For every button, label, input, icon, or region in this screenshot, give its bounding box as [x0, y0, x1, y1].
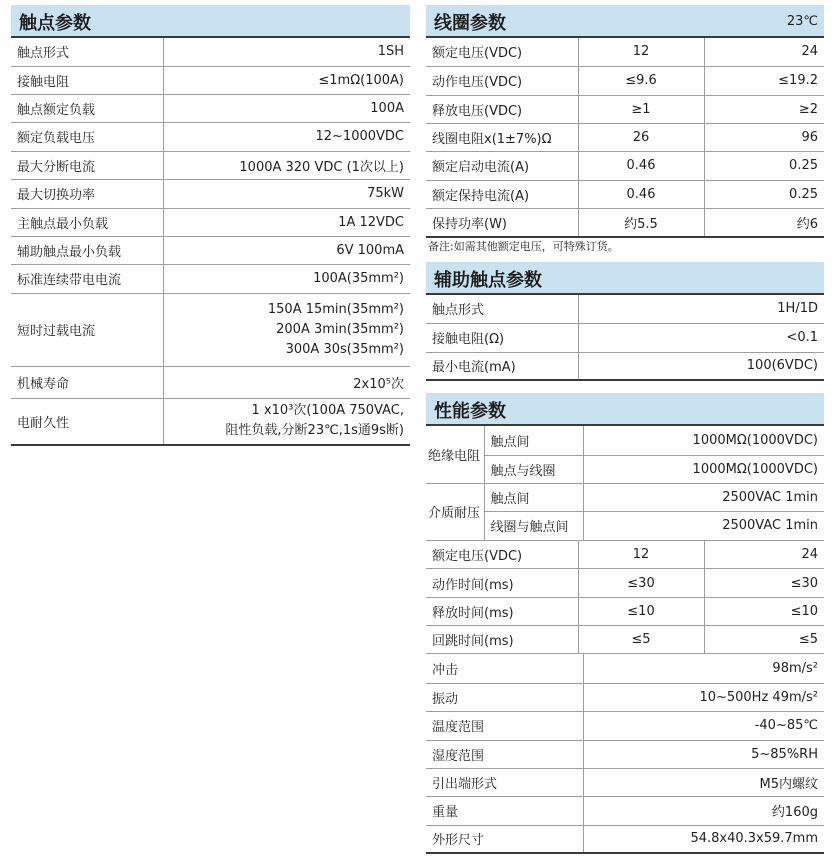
- performance-panel: [426, 393, 824, 854]
- table-row: 线圈与触点间 2500VAC 1min: [426, 511, 824, 540]
- aux-contact-title: 辅助触点参数: [434, 270, 542, 291]
- performance-title: 性能参数: [434, 401, 506, 422]
- table-row: 绝缘电阻 触点间 1000MΩ(1000VDC): [426, 426, 824, 455]
- table-row: 动作电压(VDC) ≤9.6 ≤19.2: [426, 66, 824, 95]
- table-row: 重量 约160g: [426, 796, 824, 825]
- performance-header: [426, 393, 824, 426]
- table-row: 湿度范围 5~85%RH: [426, 740, 824, 768]
- coil-temp-label: 23℃: [786, 14, 818, 29]
- table-row: 触点形式 1H/1D: [426, 295, 824, 323]
- table-row: 介质耐压 触点间 2500VAC 1min: [426, 483, 824, 511]
- table-row: 最小电流(mA) 100(6VDC): [426, 352, 824, 380]
- table-row: 接触电阻(Ω) <0.1: [426, 323, 824, 352]
- table-row: 额定电压(VDC) 12 24: [426, 38, 824, 66]
- table-row: 触点与线圈 1000MΩ(1000VDC): [426, 455, 824, 483]
- table-row: 动作时间(ms) ≤30 ≤30: [426, 569, 824, 598]
- table-row: 引出端形式 M5内螺纹: [426, 768, 824, 796]
- table-row: 最大切换功率 75kW: [11, 179, 410, 208]
- aux-contact-header: [426, 262, 824, 295]
- table-row: 保持功率(W) 约5.5 约6: [426, 208, 824, 237]
- table-row: 触点形式 1SH: [11, 38, 410, 66]
- table-row: 外形尺寸 54.8x40.3x59.7mm: [426, 825, 824, 853]
- table-row: 辅助触点最小负载 6V 100mA: [11, 236, 410, 264]
- table-row: 冲击 98m/s²: [426, 654, 824, 683]
- table-row: 释放时间(ms) ≤10 ≤10: [426, 598, 824, 626]
- table-row: 额定保持电流(A) 0.46 0.25: [426, 180, 824, 208]
- table-row-overload: 短时过载电流 150A 15min(35mm²) 200A 3min(35mm²) 300A 30s(35mm²): [11, 293, 410, 366]
- table-row: 机械寿命 2x10⁵次: [11, 366, 410, 398]
- table-row: 额定电压(VDC) 12 24: [426, 541, 824, 569]
- contact-params-title: 触点参数: [19, 13, 91, 34]
- coil-note: 备注:如需其他额定电压，可特殊订货。: [428, 240, 619, 253]
- table-row: 额定负载电压 12~1000VDC: [11, 122, 410, 151]
- table-row: 触点额定负载 100A: [11, 94, 410, 122]
- coil-params-title: 线圈参数: [434, 13, 506, 34]
- table-row: 主触点最小负载 1A 12VDC: [11, 208, 410, 236]
- contact-params-table: [11, 38, 410, 446]
- table-row: 振动 10~500Hz 49m/s²: [426, 683, 824, 711]
- coil-params-header: [426, 5, 824, 38]
- aux-contact-table: [426, 295, 824, 381]
- table-row: 温度范围 -40~85℃: [426, 711, 824, 740]
- performance-group-table: [426, 426, 824, 541]
- contact-params-header: [11, 5, 410, 38]
- contact-params-panel: [11, 5, 410, 446]
- table-row: 回跳时间(ms) ≤5 ≤5: [426, 626, 824, 654]
- table-row: 标准连续带电电流 100A(35mm²): [11, 264, 410, 293]
- table-row: 额定启动电流(A) 0.46 0.25: [426, 151, 824, 180]
- coil-params-table: [426, 38, 824, 238]
- table-row: 线圈电阻x(1±7%)Ω 26 96: [426, 123, 824, 151]
- aux-contact-panel: [426, 262, 824, 381]
- table-row: 接触电阻 ≤1mΩ(100A): [11, 66, 410, 94]
- performance-split-table: [426, 541, 824, 655]
- table-row: 释放电压(VDC) ≥1 ≥2: [426, 95, 824, 123]
- coil-params-panel: [426, 5, 824, 260]
- table-row: 最大分断电流 1000A 320 VDC (1次以上): [11, 151, 410, 179]
- table-row-elec-life: 电耐久性 1 x10³次(100A 750VAC, 阻性负载,分断23℃,1s通9s断): [11, 398, 410, 445]
- performance-simple-table: [426, 654, 824, 854]
